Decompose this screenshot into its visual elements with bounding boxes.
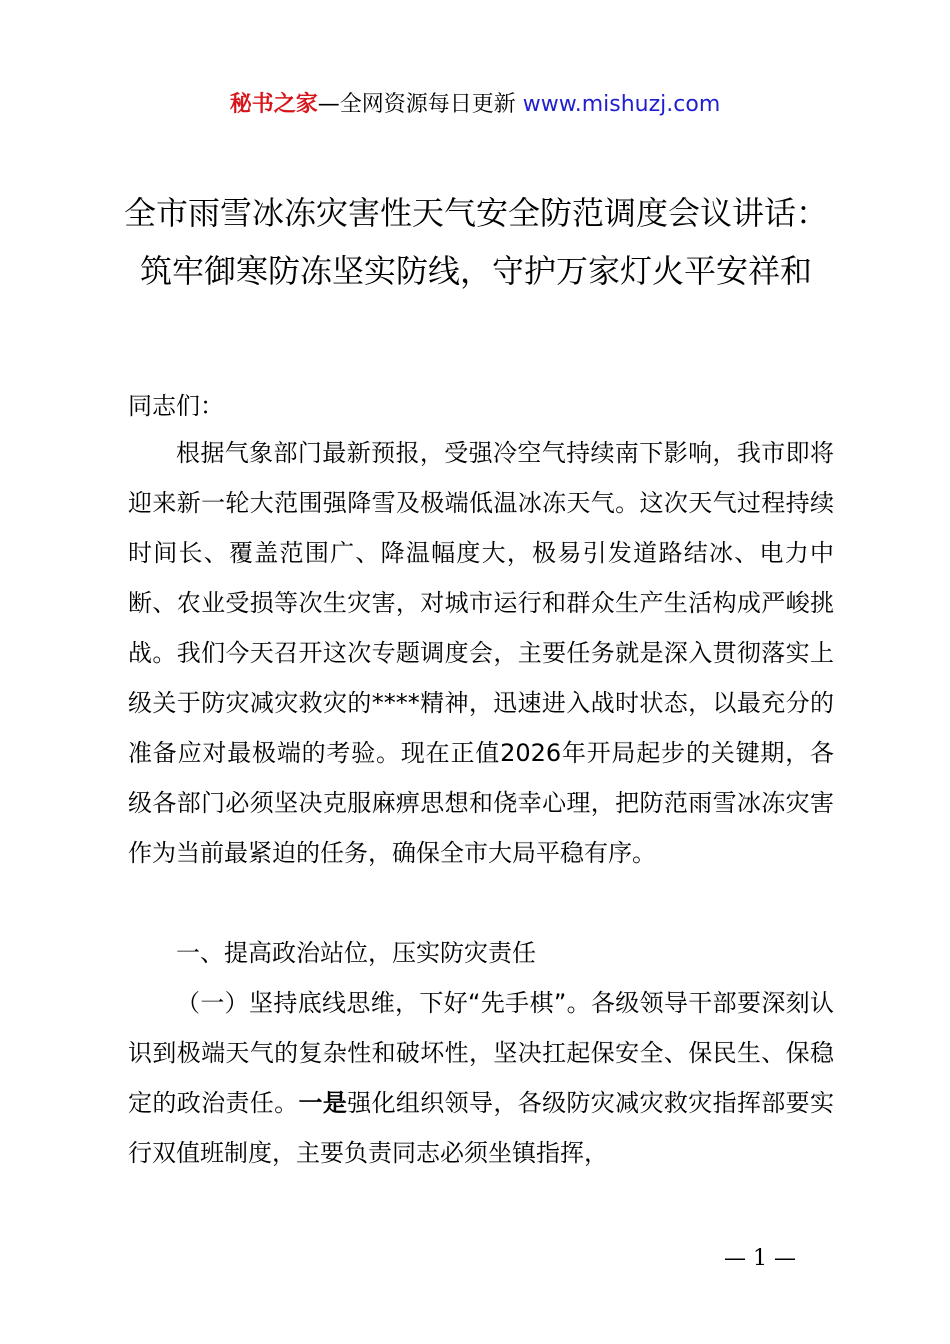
site-header [0,88,950,122]
site-tagline: —全网资源每日更新 [317,92,523,117]
site-brand: 秘书之家 [229,92,318,117]
paragraph-text: （一）坚持底线思维，下好“先手棋”。各级领导干部要深刻认识到极端天气的复杂性和破坏性，坚决扛起保安全、保民生、保稳定的政治责任。 [128,989,834,1117]
paragraph-emphasis: 一是 [298,1089,348,1117]
paragraph-intro: 根据气象部门最新预报，受强冷空气持续南下影响，我市即将迎来新一轮大范围强降雪及极端低温冰冻天气。这次天气过程持续时间长、覆盖范围广、降温幅度大，极易引发道路结冰、电力中断、农业受损等次生灾害，对城市运行和群众生产生活构成严峻挑战。我们今天召开这次专题调度会，主要任务就是深入贯彻落实上级关于防灾减灾救灾的****精神，迅速进入战时状态，以最充分的准备应对最极端的考验。现在正值2026年开局起步的关键期，各级各部门必须坚决克服麻痹思想和侥幸心理，把防范雨雪冰冻灾害作为当前最紧迫的任务，确保全市大局平稳有序。 [128,439,834,867]
paragraph-section-1-1 [128,978,834,1178]
document-title: 全市雨雪冰冻灾害性天气安全防范调度会议讲话：筑牢御寒防冻坚实防线，守护万家灯火平安祥和 [123,194,828,290]
salutation: 同志们： [128,392,224,420]
paragraph-text: 强化组织领导，各级防灾减灾救灾指挥部要实行双值班制度，主要负责同志必须坐镇指挥， [128,1089,835,1167]
page-number: — 1 — [724,1246,796,1271]
section-heading-1: 一、提高政治站位，压实防灾责任 [176,939,536,967]
site-url-link[interactable]: www.mishuzj.com [522,92,721,117]
